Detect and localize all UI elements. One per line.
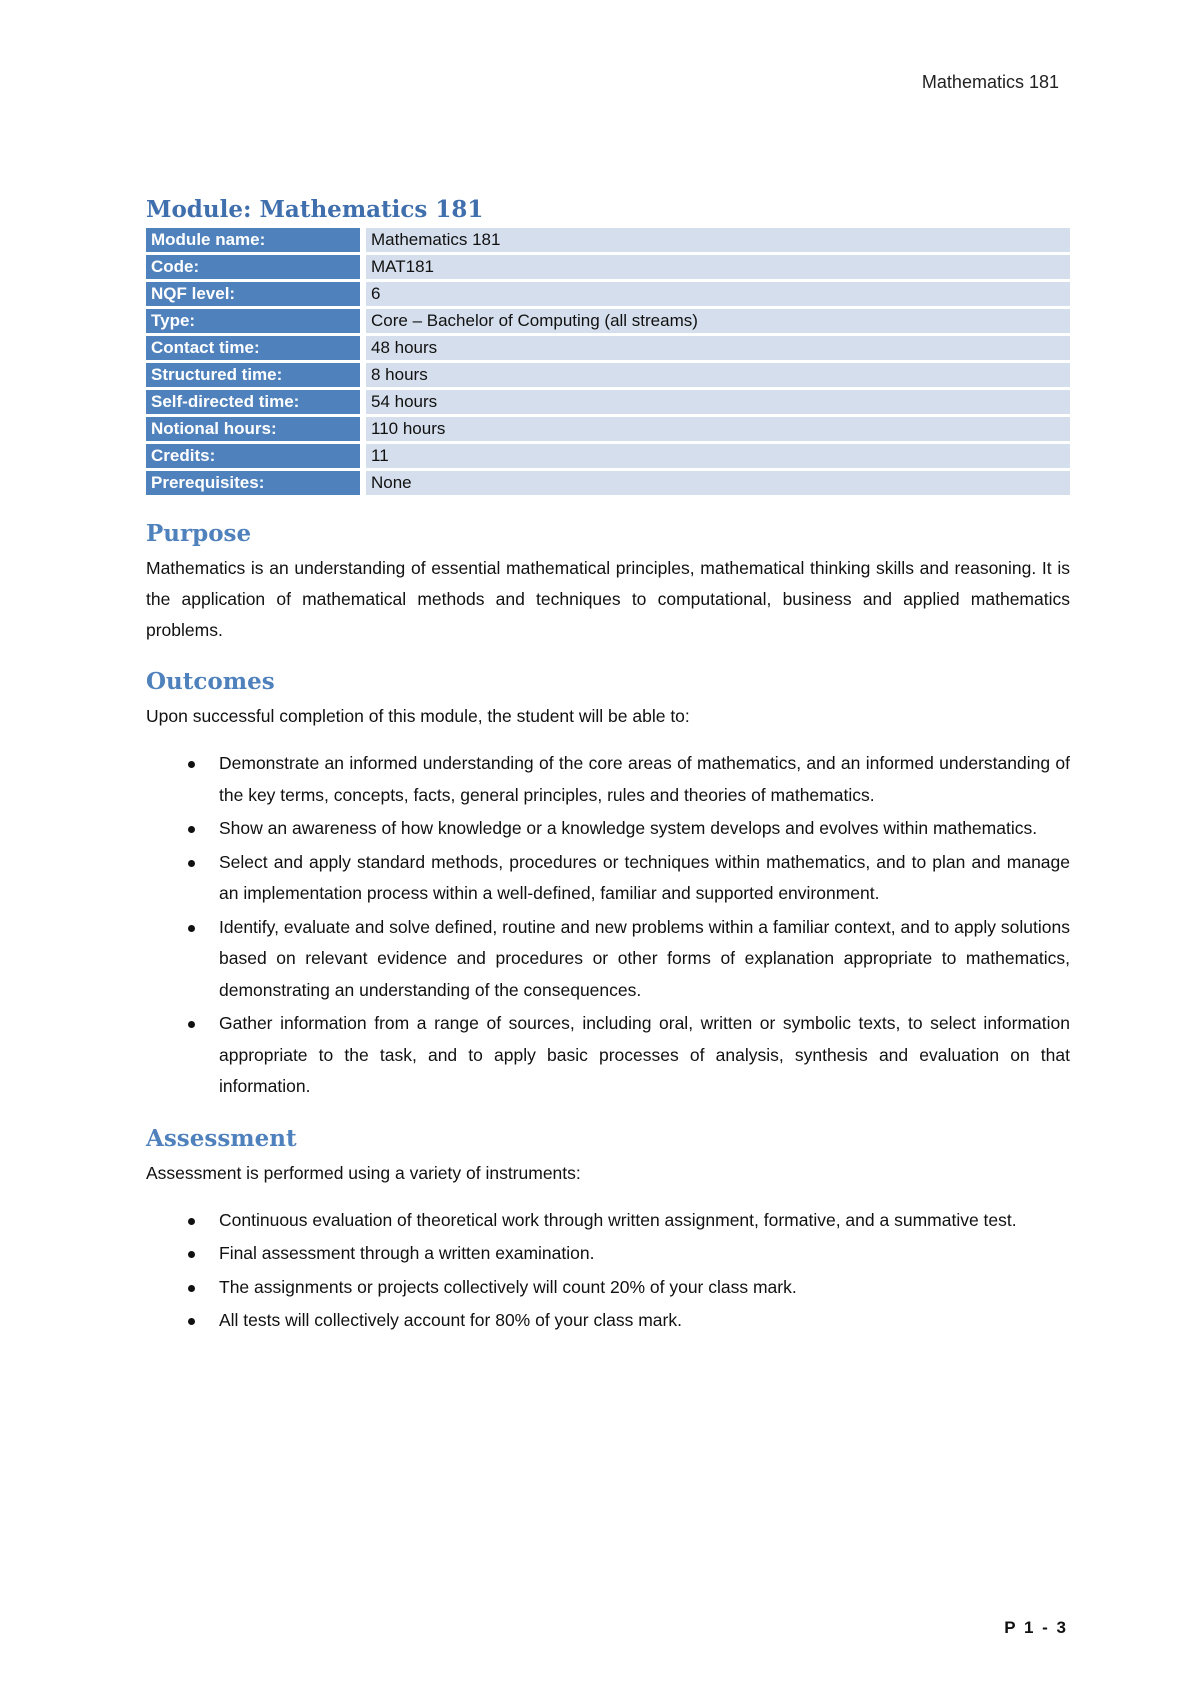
list-item-text: Show an awareness of how knowledge or a knowledge system develops and evolves within mathematics. [219, 818, 1038, 838]
bullet-icon [188, 1318, 195, 1325]
list-item [146, 912, 1070, 1007]
bullet-icon [188, 860, 195, 867]
row-value: Core – Bachelor of Computing (all streams) [366, 309, 1070, 333]
row-value: 11 [366, 444, 1070, 468]
module-info-table [146, 225, 1070, 498]
row-label: Code: [146, 255, 366, 279]
row-value: 8 hours [366, 363, 1070, 387]
list-item-text: Final assessment through a written examination. [219, 1243, 595, 1263]
outcomes-intro: Upon successful completion of this module, the student will be able to: [146, 706, 690, 726]
row-value: Mathematics 181 [366, 228, 1070, 252]
module-document [146, 196, 1070, 1339]
row-value: MAT181 [366, 255, 1070, 279]
purpose-text: Mathematics is an understanding of essential mathematical principles, mathematical thinking skills and reasoning. It is the application of mathematical methods and techniques to computational, business and applied mathematics problems. [146, 558, 1070, 640]
row-label: Notional hours: [146, 417, 366, 441]
row-label: Credits: [146, 444, 366, 468]
bullet-icon [188, 761, 195, 768]
table-row [146, 228, 1070, 252]
table-row [146, 390, 1070, 414]
list-item [146, 813, 1070, 845]
table-row [146, 282, 1070, 306]
row-label: Type: [146, 309, 366, 333]
assessment-heading: Assessment [146, 1124, 297, 1152]
table-row [146, 444, 1070, 468]
list-item [146, 1008, 1070, 1103]
bullet-icon [188, 1285, 195, 1292]
table-row [146, 255, 1070, 279]
row-value: 110 hours [366, 417, 1070, 441]
module-title: Module: Mathematics 181 [146, 196, 484, 223]
row-value: 6 [366, 282, 1070, 306]
list-item-text: Identify, evaluate and solve defined, routine and new problems within a familiar context, and to apply solutions based on relevant evidence and procedures or other forms of explanation appropriate to mathematics, demonstrating an understanding of the consequences. [219, 916, 1070, 1000]
row-label: Structured time: [146, 363, 366, 387]
table-row [146, 417, 1070, 441]
list-item [146, 1205, 1070, 1237]
bullet-icon [188, 826, 195, 833]
row-value: 48 hours [366, 336, 1070, 360]
list-item [146, 748, 1070, 811]
row-label: Module name: [146, 228, 366, 252]
running-header-title: Mathematics 181 [921, 72, 1059, 92]
bullet-icon [188, 1251, 195, 1258]
table-row [146, 336, 1070, 360]
bullet-icon [188, 1021, 195, 1028]
row-label: Prerequisites: [146, 471, 366, 495]
row-value: 54 hours [366, 390, 1070, 414]
bullet-icon [188, 1218, 195, 1225]
list-item-text: Gather information from a range of sources, including oral, written or symbolic texts, to select information appropriate to the task, and to apply basic processes of analysis, synthesis and evaluation on that information. [219, 1013, 1070, 1096]
purpose-heading: Purpose [146, 520, 252, 547]
list-item [146, 1272, 1070, 1304]
list-item-text: Select and apply standard methods, procedures or techniques within mathematics, and to plan and manage an implementation process within a well-defined, familiar and supported environment. [219, 851, 1070, 903]
list-item-text: Continuous evaluation of theoretical work through written assignment, formative, and a summative test. [219, 1209, 1017, 1230]
assessment-list [146, 1205, 1070, 1337]
row-value: None [366, 471, 1070, 495]
list-item [146, 1238, 1070, 1270]
list-item-text: Demonstrate an informed understanding of the core areas of mathematics, and an informed understanding of the key terms, concepts, facts, general principles, rules and theories of mathematics. [219, 753, 1070, 805]
list-item-text: The assignments or projects collectively will count 20% of your class mark. [219, 1276, 797, 1297]
outcomes-heading: Outcomes [146, 668, 275, 695]
row-label: Self-directed time: [146, 390, 366, 414]
table-row [146, 471, 1070, 495]
bullet-icon [188, 925, 195, 932]
list-item [146, 847, 1070, 910]
list-item-text: All tests will collectively account for 80% of your class mark. [219, 1310, 682, 1330]
table-row [146, 309, 1070, 333]
assessment-intro: Assessment is performed using a variety of instruments: [146, 1162, 581, 1183]
row-label: NQF level: [146, 282, 366, 306]
table-row [146, 363, 1070, 387]
row-label: Contact time: [146, 336, 366, 360]
list-item [146, 1305, 1070, 1337]
page-number: P 1 - 3 [1004, 1618, 1068, 1637]
outcomes-list [146, 748, 1070, 1103]
